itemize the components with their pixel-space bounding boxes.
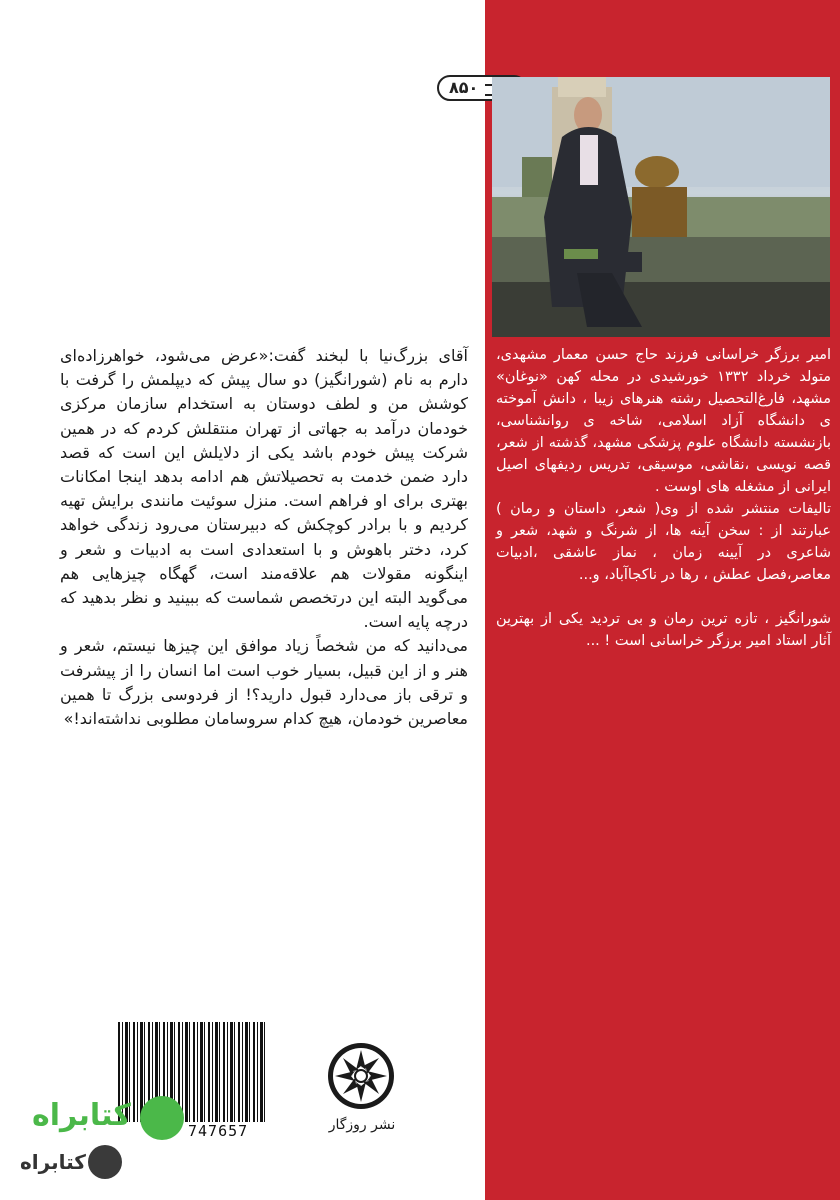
- barcode-digits: 747657: [188, 1122, 249, 1140]
- price-value: ۸۵۰: [449, 78, 479, 97]
- author-portrait-photo-icon: [492, 77, 830, 337]
- author-bio: [496, 344, 831, 652]
- bio-paragraph-1: امیر برزگر خراسانی فرزند حاج حسن معمار مشهدی، متولد خرداد ۱۳۳۲ خورشیدی در محله کهن «نوغان» مشهد، فارغ‌التحصیل رشته هنرهای زیبا ، دانش آموخته ی دانشگاه آزاد اسلامی، شاخه ی روانشناسی، بازنشسته دانشگاه علوم پزشکی مشهد، گذشته از شعر، قصه نویسی ،نقاشی، موسیقی، تدریس ردیفهای اصیل ایرانی از مشغله های اوست .: [496, 347, 831, 495]
- watermark-secondary-icon: [88, 1145, 122, 1179]
- author-photo: [492, 77, 830, 337]
- watermark-primary: کتابراه: [32, 1098, 131, 1133]
- story-excerpt: [60, 344, 468, 731]
- watermark-book-icon: [140, 1096, 184, 1140]
- barcode-bars-icon: [118, 1022, 268, 1122]
- publisher-flower-logo-icon: [325, 1040, 397, 1112]
- story-paragraph-1: آقای بزرگ‌نیا با لبخند گفت:«عرض می‌شود، خواهرزاده‌ای دارم به نام (شورانگیز) دو سال پیش که دیپلمش را گرفت با کوشش من و لطف دوستان به استخدام سازمان مرکزی خودمان درآمد به جهاتی از تهران منتقلش کردم که در همین شرکت پیش خودم باشد یکی از دلایلش این است که قصد دارد ضمن خدمت به تحصیلاتش هم ادامه بدهد اینجا امکانات بهتری برای او فراهم است. منزل سوئیت مانندی برایش تهیه کردیم و با برادر کوچکش که دبیرستان می‌رود زندگی خواهد کرد، دختر باهوش و با استعدادی است به ادبیات و شعر و اینگونه مقولات هم علاقه‌مند است، گهگاه چیزهایی هم می‌گوید البته این درتخصص شماست که ببینید و نظر بدهید که درچه پایه است.: [60, 346, 468, 632]
- bio-paragraph-3: شورانگیز ، تازه ترین رمان و بی تردید یکی از بهترین آثار استاد امیر برزگر خراسانی است ! ...: [496, 611, 831, 649]
- watermark-secondary: کتابراه: [20, 1150, 86, 1174]
- bio-paragraph-2: تالیفات منتشر شده از وی( شعر، داستان و رمان ) عبارتند از : سخن آینه ها، از شرنگ و شهد، شعر و شاعری در آیینه زمان ، نماز عاشقی ،ادبیات معاصر،فصل عطش ، رها در ناکجاآباد، و...: [496, 501, 831, 583]
- publisher-name: نشر روزگار: [328, 1117, 396, 1133]
- story-paragraph-2: می‌دانید که من شخصاً زیاد موافق این چیزها نیستم، شعر و هنر و از این قبیل، بسیار خوب است اما انسان را از پیشرفت و ترقی باز می‌دارد قبول دارید؟! از فردوسی بزرگ تا همین معاصرین خودمان، هیچ کدام سروسامان مطلوبی نداشته‌اند!»: [60, 636, 468, 729]
